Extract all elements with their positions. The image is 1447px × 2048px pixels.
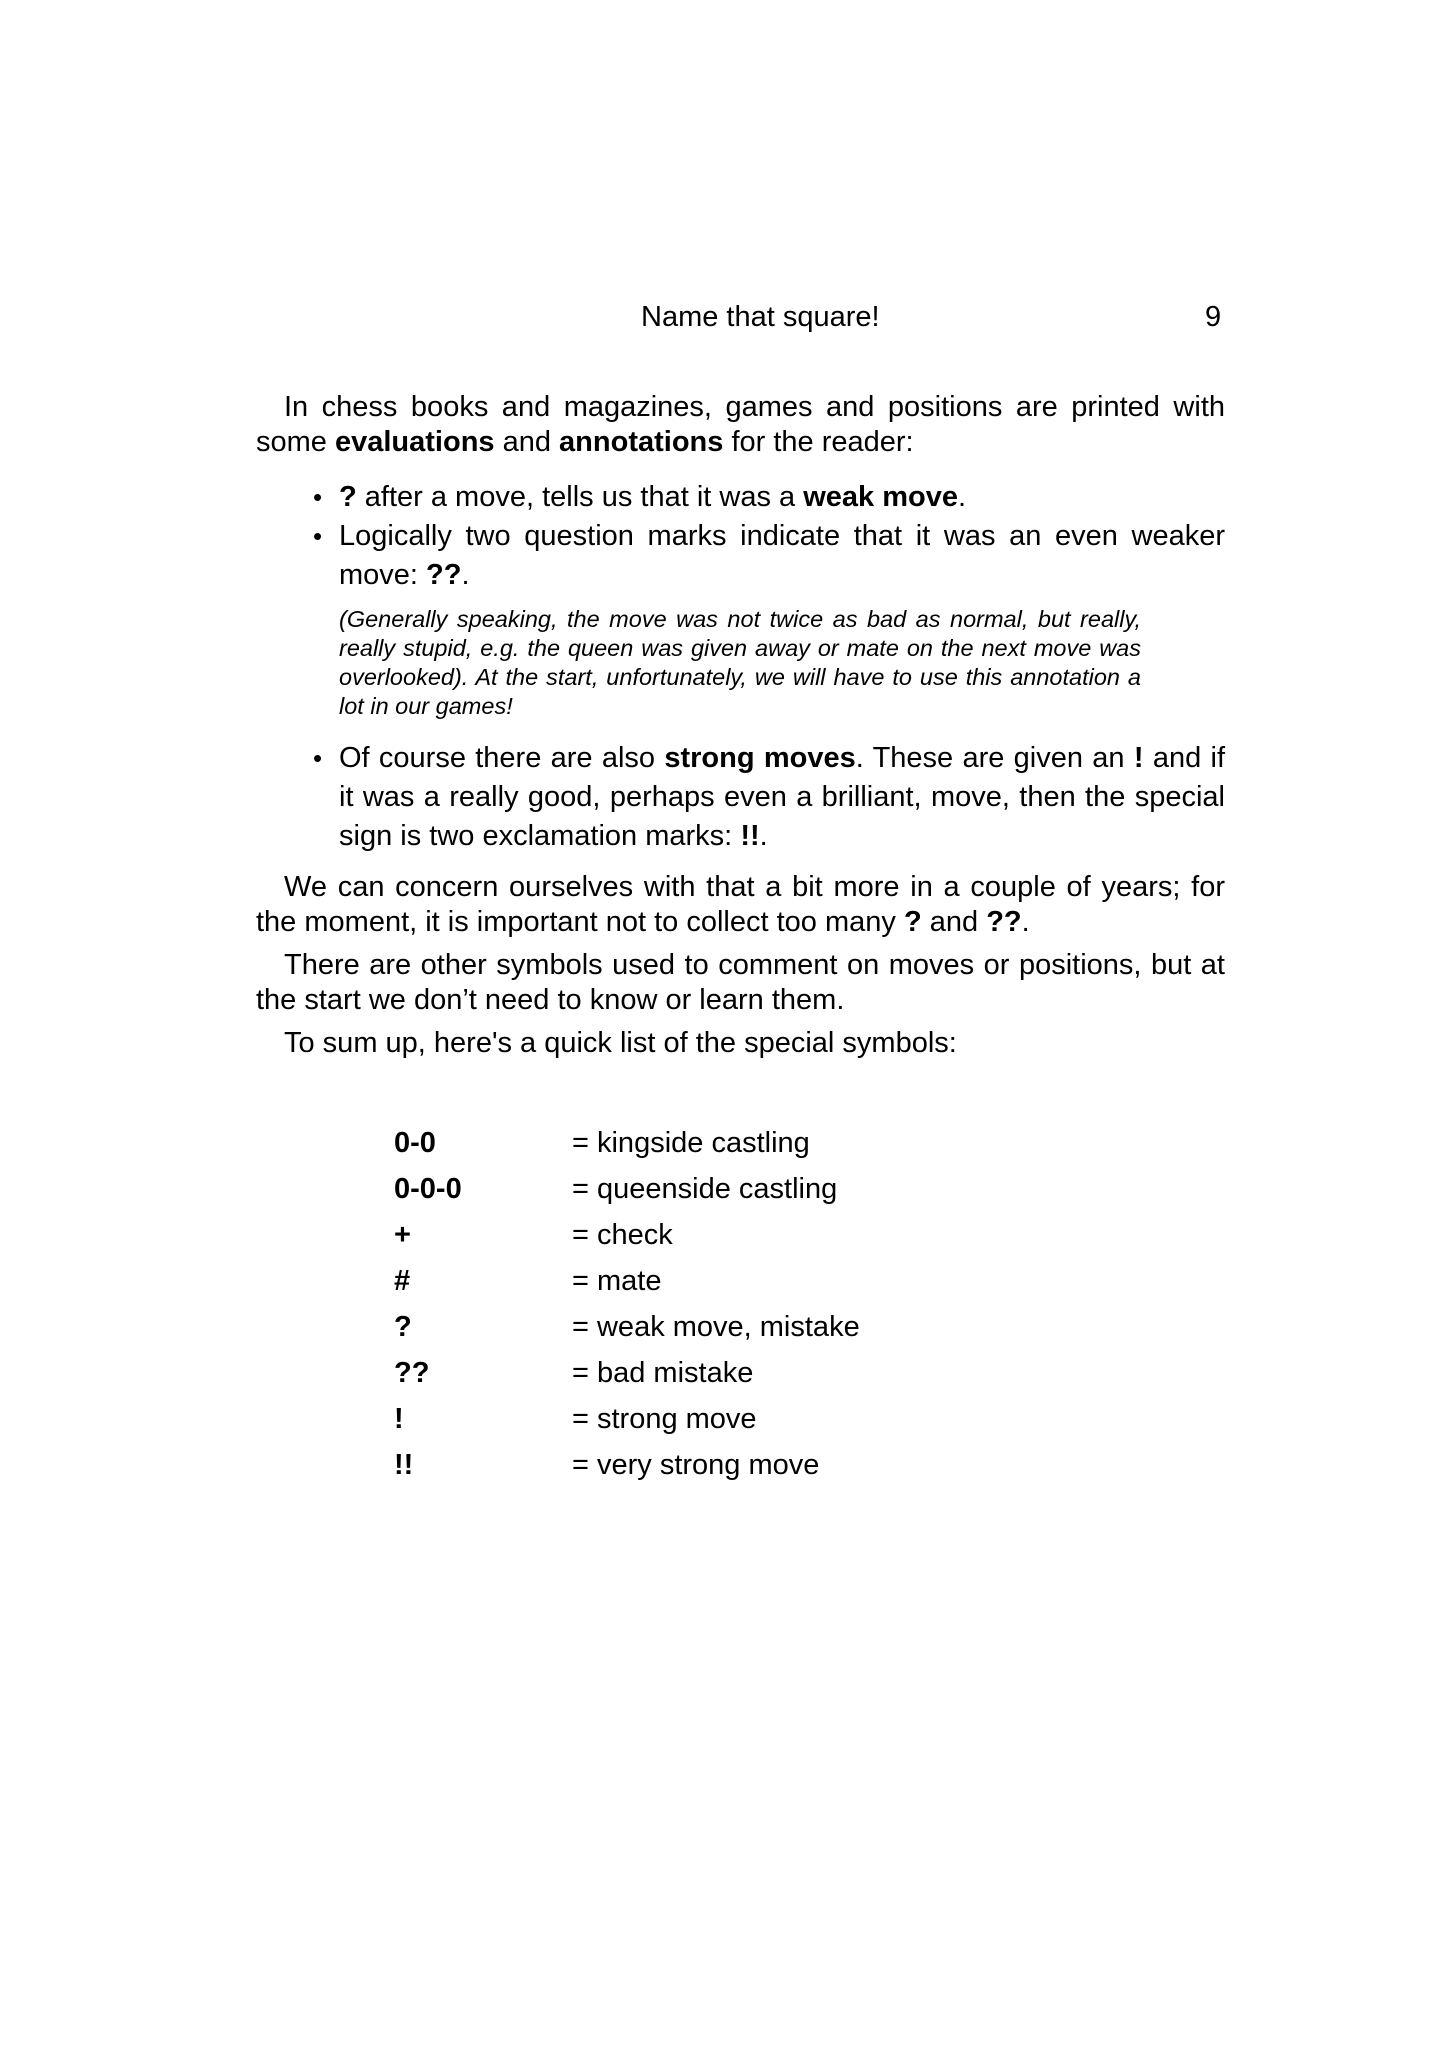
paragraph-other-symbols: There are other symbols used to comment on moves or positions, but at the start we don’t need to know or learn them. xyxy=(256,949,1225,1016)
intro-bold-annotations: annotations xyxy=(559,426,724,458)
symbol-row xyxy=(394,1449,994,1495)
symbol-notation: 0-0 xyxy=(394,1127,436,1159)
para2-text-3: . xyxy=(1021,906,1030,938)
para2-text-2: and xyxy=(921,906,987,938)
symbol-row xyxy=(394,1127,994,1173)
symbol-row xyxy=(394,1311,994,1357)
symbol-meaning: = weak move, mistake xyxy=(572,1311,860,1343)
symbol-notation: ?? xyxy=(394,1357,430,1389)
symbol-row xyxy=(394,1173,994,1219)
bullet3-text-4: . xyxy=(759,820,768,852)
bullet3-bold-double-exclamation: !! xyxy=(740,820,760,852)
symbol-meaning: = check xyxy=(572,1219,673,1251)
chapter-title: Name that square! xyxy=(641,301,880,333)
para2-bold-double-question: ?? xyxy=(986,906,1022,938)
bullet-weak-move xyxy=(313,478,1225,517)
italic-note: (Generally speaking, the move was not twice as bad as normal, but really, really stupid, e.g. the queen was given away or mate on the next move was overlooked). At the start, unfortunately, we will have to use this annotation a lot in our games! xyxy=(339,606,1141,719)
bullet-strong-moves xyxy=(313,739,1226,856)
bullet2-bold-symbol: ?? xyxy=(426,559,462,591)
bullet3-text-2: . These are given an xyxy=(855,742,1134,774)
symbol-notation: !! xyxy=(394,1449,414,1481)
running-header xyxy=(0,301,1447,341)
intro-bold-evaluations: evaluations xyxy=(334,426,495,458)
intro-paragraph xyxy=(256,390,1225,460)
symbol-notation: 0-0-0 xyxy=(394,1173,462,1205)
bullet1-text-1: after a move, tells us that it was a xyxy=(356,481,804,513)
symbol-notation: + xyxy=(394,1219,411,1251)
intro-text-1: In chess books and magazines, games and positions are printed with some xyxy=(256,391,1225,458)
intro-text-3: for the reader: xyxy=(723,426,914,458)
bullet1-bold-weak-move: weak move xyxy=(803,481,958,513)
para2-bold-question: ? xyxy=(903,906,922,938)
bullet3-text-3: and if it was a really good, perhaps even a brilliant, move, then the special sign is two exclamation marks: xyxy=(339,742,1226,852)
symbol-meaning: = queenside castling xyxy=(572,1173,838,1205)
annotation-bullet-list xyxy=(256,478,1225,595)
paragraph-couple-of-years xyxy=(256,870,1225,940)
intro-text-2: and xyxy=(494,426,560,458)
bullet-dot-icon: • xyxy=(313,482,323,512)
body-text xyxy=(256,390,1225,1061)
page-number: 9 xyxy=(1205,301,1222,333)
symbol-notation: # xyxy=(394,1265,411,1297)
symbol-meaning: = strong move xyxy=(572,1403,757,1435)
symbol-meaning: = bad mistake xyxy=(572,1357,754,1389)
bullet-dot-icon: • xyxy=(313,743,323,773)
para2-text-1: We can concern ourselves with that a bit more in a couple of years; for the moment, it is important not to collect too many xyxy=(256,871,1225,938)
bullet3-bold-exclamation: ! xyxy=(1133,742,1144,774)
symbol-meaning: = kingside castling xyxy=(572,1127,810,1159)
bullet-double-question xyxy=(313,517,1225,595)
symbols-table xyxy=(394,1127,994,1495)
bullet2-text-2: . xyxy=(461,559,470,591)
symbol-row xyxy=(394,1219,994,1265)
bullet2-text-1: Logically two question marks indicate that it was an even weaker move: xyxy=(339,520,1225,591)
symbol-notation: ! xyxy=(394,1403,404,1435)
bullet1-bold-symbol: ? xyxy=(339,481,357,513)
bullet3-text-1: Of course there are also xyxy=(339,742,665,774)
symbol-row xyxy=(394,1357,994,1403)
strong-moves-bullet-list xyxy=(256,739,1225,856)
paragraph-sum-up: To sum up, here's a quick list of the special symbols: xyxy=(284,1027,957,1059)
symbol-row xyxy=(394,1265,994,1311)
bullet1-text-2: . xyxy=(957,481,967,513)
symbol-meaning: = very strong move xyxy=(572,1449,820,1481)
closing-paragraphs xyxy=(256,870,1225,1061)
symbol-meaning: = mate xyxy=(572,1265,662,1297)
bullet-dot-icon: • xyxy=(313,521,323,551)
symbol-notation: ? xyxy=(394,1311,412,1343)
bullet3-bold-strong-moves: strong moves xyxy=(664,742,856,774)
symbol-row xyxy=(394,1403,994,1449)
